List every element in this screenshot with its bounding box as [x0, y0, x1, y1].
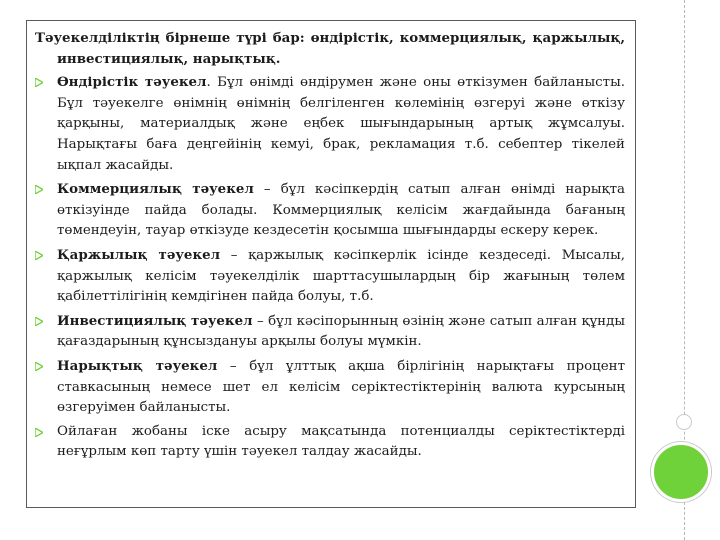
arrow-bullet-icon — [35, 317, 43, 326]
bullet-text: қаржылық кәсіпкерлік ісінде кездеседі. Мысалы, қаржылық келісім тәуекелділік шарттасушылардың бір жағының төлем қабілеттілігінің кемдігінен пайда болуы, т.б. — [57, 247, 625, 305]
arrow-bullet-icon — [35, 362, 43, 371]
bullet-separator: – — [253, 182, 281, 198]
bullet-term: Қаржылық тәуекел — [57, 246, 221, 263]
bullet-separator: – — [220, 247, 249, 263]
bullet-item — [35, 72, 625, 176]
bullet-item — [35, 311, 625, 353]
bullet-item — [35, 356, 625, 419]
bullet-term: Коммерциялық тәуекел — [57, 181, 254, 198]
arrow-bullet-icon — [35, 428, 43, 437]
bullet-term: Өндірістік тәуекел — [57, 74, 207, 91]
bullet-term: Нарықтық тәуекел — [57, 357, 218, 374]
decorative-small-circle — [676, 414, 692, 430]
bullet-item — [35, 245, 625, 308]
bullet-term: Инвестициялық тәуекел — [57, 312, 253, 329]
decorative-green-circle — [651, 442, 711, 502]
bullet-separator: – — [217, 358, 250, 374]
text-box — [26, 20, 636, 508]
arrow-bullet-icon — [35, 78, 43, 87]
bullet-text: Ойлаған жобаны іске асыру мақсатында потенциалды серіктестіктерді неғұрлым көп тарту үшін тәуекел талдау жасайды. — [57, 423, 625, 460]
bullet-list — [35, 72, 625, 463]
arrow-bullet-icon — [35, 251, 43, 260]
slide-heading: Тәуекелділіктің бірнеше түрі бар: өндірістік, коммерциялық, қаржылық, инвестициялық, нарықтық. — [35, 30, 625, 67]
bullet-separator: . — [206, 75, 218, 91]
bullet-text: бұл кәсіпорынның өзінің және сатып алған құнды қағаздарының құнсыздануы арқылы болуы мүмкін. — [57, 313, 625, 350]
bullet-text: бұл кәсіпкердің сатып алған өнімді нарықта өткізуінде пайда болады. Коммерциялық келісім жағдайында бағаның төмендеуін, тауар өткізуде кездесетін қосымша шығындарды ескеру керек. — [57, 182, 625, 239]
bullet-text: Бұл өнімді өндірумен және оны өткізумен байланысты. Бұл тәуекелге өнімнің өнімнің белгіленген көлемінің өзгеруі және өткізу қарқыны, материалдық және еңбек шығындарының артық жұмсалуы. Нарықтағы баға деңгейінің кемуі, брак, рекламация т.б. себептер тікелей ықпал жасайды. — [57, 75, 626, 173]
bullet-text: бұл ұлттық ақша бірлігінің нарықтағы процент ставкасының немесе шет ел келісім серіктестіктерінің валюта курсының өзгеруімен байланысты. — [57, 358, 626, 416]
bullet-item — [35, 179, 625, 242]
arrow-bullet-icon — [35, 185, 43, 194]
bullet-item — [35, 422, 625, 463]
bullet-separator: – — [252, 313, 269, 329]
